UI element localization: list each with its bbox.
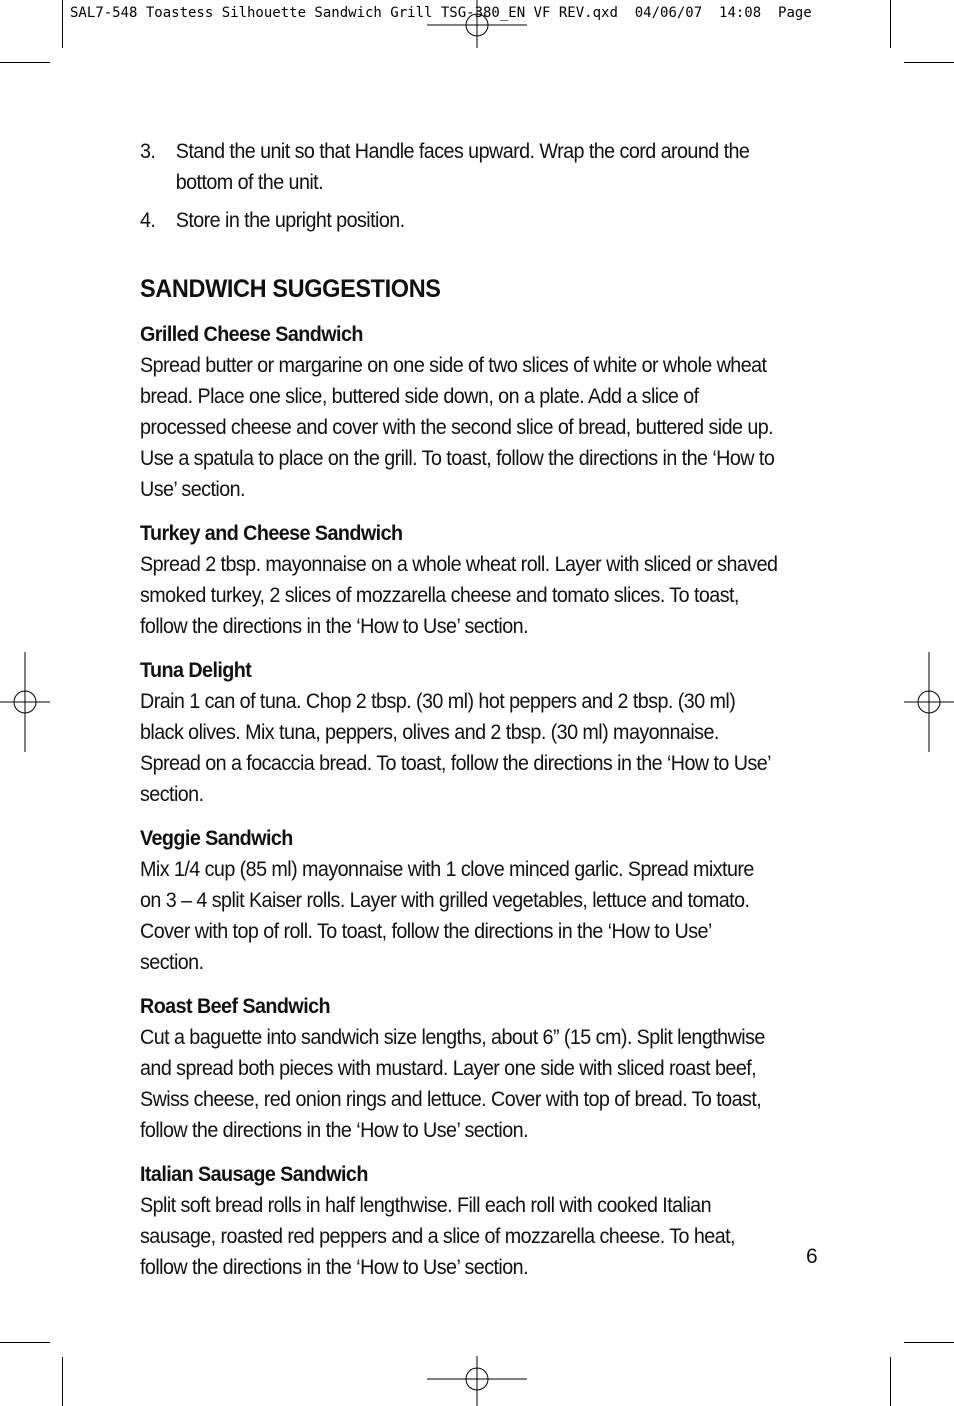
crop-mark-bottom-left-vertical	[62, 1357, 63, 1406]
recipe-veggie	[140, 823, 779, 978]
recipe-title: Turkey and Cheese Sandwich	[140, 522, 403, 545]
recipe-text: Spread 2 tbsp. mayonnaise on a whole wheat roll. Layer with sliced or shaved smoked turkey, 2 slices of mozzarella cheese and tomato slices. To toast, follow the directions in the ‘How to Use’ section.	[140, 553, 778, 638]
page-content	[140, 136, 779, 1296]
step-4	[140, 205, 779, 236]
recipe-title: Grilled Cheese Sandwich	[140, 323, 363, 346]
registration-mark-top	[427, 0, 527, 50]
crop-mark-top-right-vertical	[890, 0, 891, 48]
recipe-roast-beef	[140, 991, 779, 1146]
print-slug: SAL7-548 Toastess Silhouette Sandwich Grill TSG-380_EN VF REV.qxd 04/06/07 14:08 Page	[70, 5, 812, 21]
recipe-title: Roast Beef Sandwich	[140, 995, 331, 1018]
recipe-text: Drain 1 can of tuna. Chop 2 tbsp. (30 ml) hot peppers and 2 tbsp. (30 ml) black olives. Mix tuna, peppers, olives and 2 tbsp. (30 ml) mayonnaise. Spread on a focaccia bread. To toast, follow the directions in the ‘How to Use’ section.	[140, 690, 771, 806]
step-text: Store in the upright position.	[175, 209, 405, 232]
crop-mark-bottom-right-horizontal	[904, 1342, 954, 1343]
crop-mark-bottom-right-vertical	[890, 1357, 891, 1406]
recipe-text: Mix 1/4 cup (85 ml) mayonnaise with 1 clove minced garlic. Spread mixture on 3 – 4 split Kaiser rolls. Layer with grilled vegetables, lettuce and tomato. Cover with top of roll. To toast, follow the directions in the ‘How to Use’ section.	[140, 858, 754, 974]
recipe-turkey-cheese	[140, 518, 779, 642]
recipe-title: Tuna Delight	[140, 659, 252, 682]
step-number: 4.	[140, 209, 156, 232]
registration-mark-bottom	[427, 1356, 527, 1406]
crop-mark-bottom-left-horizontal	[0, 1342, 50, 1343]
registration-mark-right	[904, 652, 954, 752]
recipe-grilled-cheese	[140, 319, 779, 505]
crop-mark-top-left-horizontal	[0, 62, 50, 63]
registration-mark-left	[0, 652, 50, 752]
recipe-title: Veggie Sandwich	[140, 827, 293, 850]
step-text: Stand the unit so that Handle faces upward. Wrap the cord around the bottom of the unit.	[175, 140, 750, 194]
step-3	[140, 136, 779, 198]
recipe-tuna-delight	[140, 655, 779, 810]
recipe-text: Spread butter or margarine on one side of two slices of white or whole wheat bread. Place one slice, buttered side down, on a plate. Add a slice of processed cheese and cover with the second slice of bread, buttered side up. Use a spatula to place on the grill. To toast, follow the directions in the ‘How to Use’ section.	[140, 354, 775, 501]
section-title: SANDWICH SUGGESTIONS	[140, 275, 441, 303]
recipe-text: Cut a baguette into sandwich size lengths, about 6” (15 cm). Split lengthwise and spread both pieces with mustard. Layer one side with sliced roast beef, Swiss cheese, red onion rings and lettuce. Cover with top of bread. To toast, follow the directions in the ‘How to Use’ section.	[140, 1026, 765, 1142]
crop-mark-top-left-vertical	[62, 0, 63, 48]
crop-mark-top-right-horizontal	[904, 62, 954, 63]
recipe-title: Italian Sausage Sandwich	[140, 1163, 368, 1186]
page-number: 6	[806, 1245, 818, 1268]
step-number: 3.	[140, 140, 156, 163]
recipe-italian-sausage	[140, 1159, 779, 1283]
recipe-text: Split soft bread rolls in half lengthwise. Fill each roll with cooked Italian sausage, roasted red peppers and a slice of mozzarella cheese. To heat, follow the directions in the ‘How to Use’ section.	[140, 1194, 735, 1279]
